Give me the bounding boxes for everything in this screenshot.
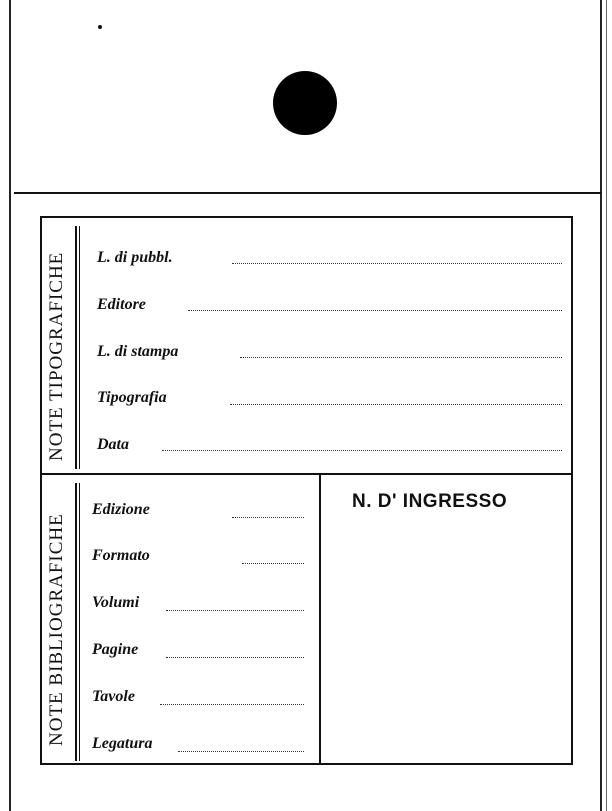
fold-line xyxy=(14,192,602,194)
field-line-formato[interactable] xyxy=(242,563,304,564)
field-label-luogo-pubblicazione: L. di pubbl. xyxy=(97,249,173,266)
field-line-edizione[interactable] xyxy=(232,517,304,518)
card-left-edge xyxy=(9,0,11,811)
field-line-luogo-stampa[interactable] xyxy=(240,357,562,358)
note-bibliografiche-heading: NOTE BIBLIOGRAFICHE xyxy=(46,513,67,746)
field-label-formato: Formato xyxy=(92,547,150,564)
field-label-luogo-stampa: L. di stampa xyxy=(97,343,179,360)
ink-speck xyxy=(98,25,102,29)
heading-separator-top xyxy=(75,226,77,469)
field-label-pagine: Pagine xyxy=(92,641,139,658)
card-right-edge xyxy=(600,0,602,811)
field-label-tavole: Tavole xyxy=(92,688,135,705)
card-right-edge-shadow xyxy=(606,0,607,811)
field-line-data[interactable] xyxy=(162,450,562,451)
field-line-editore[interactable] xyxy=(188,310,562,311)
field-label-editore: Editore xyxy=(97,296,146,313)
note-tipografiche-heading: NOTE TIPOGRAFICHE xyxy=(46,251,67,461)
field-line-volumi[interactable] xyxy=(166,610,304,611)
heading-separator-bottom xyxy=(75,483,77,761)
punch-hole xyxy=(273,71,337,135)
field-line-tavole[interactable] xyxy=(160,704,304,705)
section-divider xyxy=(42,473,571,475)
ingresso-divider xyxy=(319,475,321,765)
field-label-edizione: Edizione xyxy=(92,501,150,518)
heading-separator-bottom-inner xyxy=(79,483,80,761)
field-line-legatura[interactable] xyxy=(178,751,304,752)
field-line-tipografia[interactable] xyxy=(230,404,562,405)
field-label-legatura: Legatura xyxy=(92,735,153,752)
heading-separator-top-inner xyxy=(79,226,80,469)
field-label-data: Data xyxy=(97,436,129,453)
field-label-tipografia: Tipografia xyxy=(97,389,167,406)
field-line-pagine[interactable] xyxy=(166,657,304,658)
numero-ingresso-label: N. D' INGRESSO xyxy=(352,491,508,512)
field-line-luogo-pubblicazione[interactable] xyxy=(232,263,562,264)
field-label-volumi: Volumi xyxy=(92,594,140,611)
